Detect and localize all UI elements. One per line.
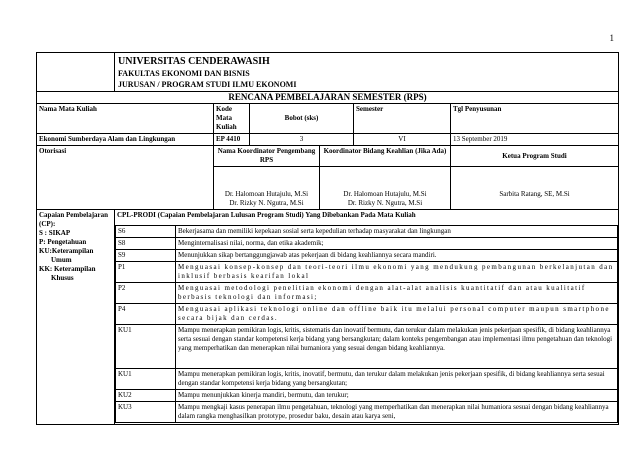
outcome-text: Mampu mengkaji kasus penerapan ilmu pengetahuan, teknologi yang memperhatikan dan menerapkan nilai humaniora sesuai dengan bidang keahliannya dalam rangka menghasilkan prototype, prosedur baku, desain atau karya seni, [176,402,618,423]
field-coordinator-2: Dr. Rizky N. Ngutra, M.Si [347,199,423,207]
outcome-code: KU1 [116,325,176,369]
document-title: RENCANA PEMBELAJARAN SEMESTER (RPS) [37,92,619,104]
date-header: Tgl Penyusunan [451,104,619,134]
outcomes-label-kk2: Khusus [51,274,74,282]
course-name-header: Nama Mata Kuliah [37,104,214,134]
outcome-code: P2 [116,283,176,304]
course-value-row [37,134,619,146]
outcome-code: P4 [116,304,176,325]
learning-outcomes-row [37,210,619,425]
outcome-text: Bekerjasama dan memiliki kepekaan sosial serta kepedulian terhadap masyarakat dan lingkungan [176,226,618,238]
outcomes-list [115,225,618,423]
outcomes-label-s: S : SIKAP [39,229,71,237]
course-code-header: Kode Mata Kuliah [214,104,250,134]
authorization-header-row [37,146,619,167]
outcome-row [116,238,618,250]
course-code: EP 4410 [214,134,250,146]
outcome-row [116,304,618,325]
outcome-code: P1 [116,262,176,283]
credits-header: Bobot (sks) [250,104,354,134]
header-block [115,53,619,92]
header-row [37,53,619,92]
outcomes-label-p: P: Pengetahuan [39,238,87,246]
outcome-text: Mampu menerapkan pemikiran logis, kritis, sistematis dan inovatif bermutu, dan terukur dalam melakukan jenis pekerjaan spesifik, di bidang keahliannya serta sesuai dengan standar kompetensi kerja bidang yang bersangkutan; dalam konteks pengembangan atau implementasi ilmu pengetahuan dan teknologi yang memperhatikan dan menerapkan nilai humaniora yang sesuai dengan bidang keahliannya. [176,325,618,369]
outcome-text: Menunjukkan sikap bertanggungjawab atas pekerjaan di bidang keahliannya secara mandiri. [176,250,618,262]
field-coordinator-title: Koordinator Bidang Keahlian (Jika Ada) [320,146,451,167]
authorization-label: Otorisasi [37,146,214,210]
outcome-code: S8 [116,238,176,250]
outcome-text: Menguasai aplikasi teknologi online dan offline baik itu melalui personal computer maupun smartphone secara bijak dan cerdas. [176,304,618,325]
outcome-text: Menginternalisasi nilai, norma, dan etika akademik; [176,238,618,250]
course-header-row [37,104,619,134]
outcome-row [116,369,618,390]
outcome-row [116,325,618,369]
outcome-code: S9 [116,250,176,262]
faculty-name: FAKULTAS EKONOMI DAN BISNIS [118,69,250,78]
dev-coordinator-2: Dr. Rizky N. Ngutra, M.Si [229,199,304,207]
outcome-code: KU1 [116,369,176,390]
outcomes-label-title: Capaian Pembelajaran (CP): [39,211,109,228]
course-name: Ekonomi Sumberdaya Alam dan Lingkungan [37,134,214,146]
outcomes-label-ku2: Umum [51,256,72,264]
program-head: Sarbita Ratang, SE, M.Si [451,167,619,210]
program-head-title: Ketua Program Studi [451,146,619,167]
department-name: JURUSAN / PROGRAM STUDI ILMU EKONOMI [118,80,297,89]
outcome-row [116,402,618,423]
outcome-text: Mampu menunjukkan kinerja mandiri, bermutu, dan terukur; [176,390,618,402]
outcomes-heading: CPL-PRODI (Capaian Pembelajaran Lulusan Program Studi) Yang Dibebankan Pada Mata Kuliah [117,211,416,219]
outcome-text: Menguasai konsep-konsep dan teori-teori ilmu ekonomi yang mendukung pembangunan berkelanjutan dan inklusif berbasis kearifan lokal [176,262,618,283]
outcomes-content [115,210,619,425]
outcome-code: KU2 [116,390,176,402]
dev-coordinator-1: Dr. Halomoan Hutajulu, M.Si [224,190,309,198]
outcome-text: Mampu menerapkan pemikiran logis, kritis, inovatif, bermutu, dan terukur dalam melakukan jenis pekerjaan spesifik, di bidang keahliannya serta sesuai dengan standar kompetensi kerja bidang yang bersangkutan; [176,369,618,390]
outcomes-label-ku: KU:Keterampilan [39,247,94,255]
course-date: 13 September 2019 [451,134,619,146]
outcome-code: KU3 [116,402,176,423]
outcome-row [116,283,618,304]
outcome-row [116,250,618,262]
outcome-row [116,390,618,402]
outcomes-legend [37,210,115,425]
rps-table [36,52,619,425]
outcome-row [116,226,618,238]
course-semester: VI [354,134,451,146]
outcomes-label-kk: KK: Keterampilan [39,265,96,273]
semester-header: Semester [354,104,451,134]
outcome-row [116,262,618,283]
outcome-code: S6 [116,226,176,238]
course-credits: 3 [250,134,354,146]
dev-coordinator-title: Nama Koordinator Pengembang RPS [214,146,320,167]
university-name: UNIVERSITAS CENDERAWASIH [118,56,270,67]
outcome-text: Menguasai metodologi penelitian ekonomi dengan alat-alat analisis kuantitatif dan atau kualitatif berbasis teknologi dan informasi; [176,283,618,304]
field-coordinator-1: Dr. Halomoan Hutajulu, M.Si [343,190,427,198]
page-number: 1 [609,33,614,43]
